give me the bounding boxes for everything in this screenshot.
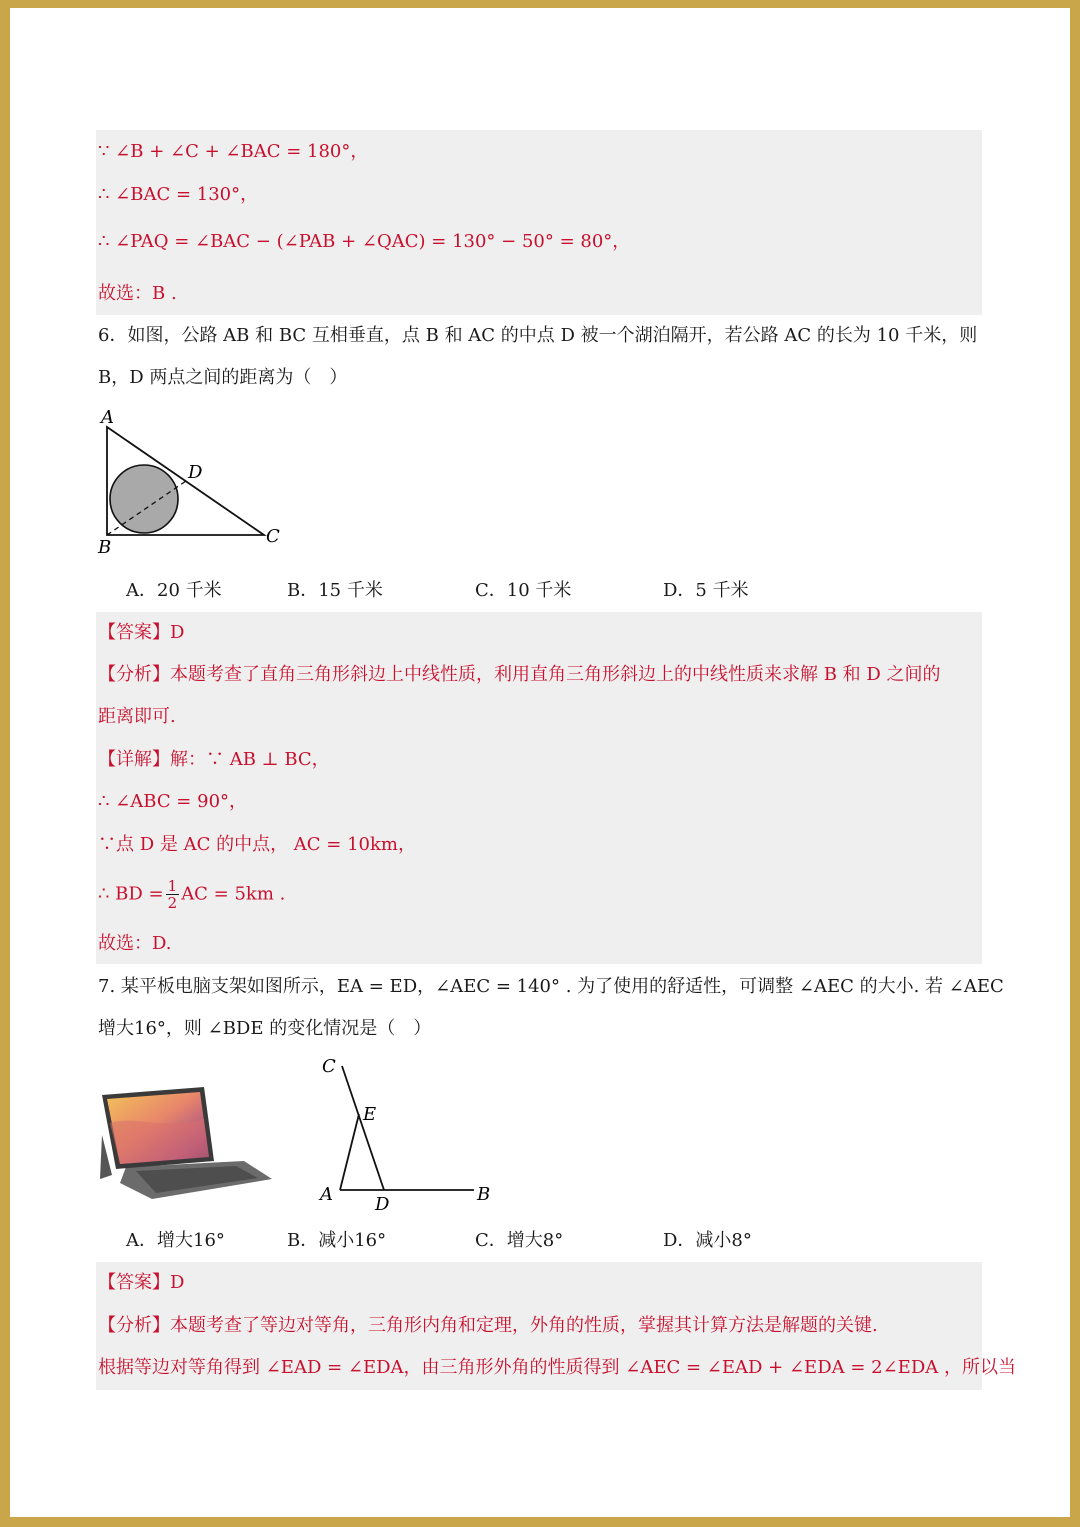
q7-option-a: A．增大16° [126, 1230, 225, 1251]
q6-choice: 故选：D. [98, 933, 172, 954]
tablet-screen-wave [110, 1119, 209, 1164]
q6-option-b: B．15 千米 [287, 580, 383, 601]
q6-detail-2: ∴ ∠ABC = 90°， [98, 791, 248, 812]
q6-label-b: B [98, 537, 112, 558]
q6-detail-3: ∵点 D 是 AC 的中点， AC = 10km， [98, 834, 416, 855]
q7-text-1: 7. 某平板电脑支架如图所示，EA = ED，∠AEC = 140° . 为了使用的舒适性，可调整 ∠AEC 的大小. 若 ∠AEC [98, 976, 1004, 997]
q6-label-a: A [101, 407, 114, 428]
q6-text-2: B，D 两点之间的距离为（ ） [98, 367, 348, 388]
q7-label-b: B [477, 1184, 491, 1205]
q7-figure [312, 1050, 502, 1220]
prev-line-2: ∴ ∠BAC = 130°， [98, 184, 259, 205]
q6-detail-4 [98, 878, 285, 911]
q6-answer: 【答案】D [98, 622, 185, 643]
q6-lake-circle [110, 465, 178, 533]
fraction-denominator: 2 [167, 894, 178, 912]
q6-analysis-1: 【分析】本题考查了直角三角形斜边上中线性质，利用直角三角形斜边上的中线性质来求解 B 和 D 之间的 [98, 664, 941, 685]
q7-option-b: B．减小16° [287, 1230, 387, 1251]
q7-analysis-1: 【分析】本题考查了等边对等角，三角形内角和定理，外角的性质，掌握其计算方法是解题的关键. [98, 1315, 878, 1336]
q7-label-e: E [363, 1104, 377, 1125]
q7-analysis-2: 根据等边对等角得到 ∠EAD = ∠EDA，由三角形外角的性质得到 ∠AEC = ∠EAD + ∠EDA = 2∠EDA ，所以当 [98, 1357, 1016, 1378]
q7-label-d: D [375, 1194, 390, 1215]
q6-figure [92, 405, 292, 560]
fraction-one-half [166, 878, 180, 911]
q6-label-c: C [266, 526, 280, 547]
q7-label-c: C [322, 1056, 336, 1077]
prev-line-3: ∴ ∠PAQ = ∠BAC − (∠PAB + ∠QAC) = 130° − 50° = 80°， [98, 231, 631, 252]
q7-text-2: 增大16°，则 ∠BDE 的变化情况是（ ） [98, 1018, 432, 1039]
fraction-numerator: 1 [167, 877, 178, 895]
q7-answer: 【答案】D [98, 1272, 185, 1293]
q6-option-c: C．10 千米 [475, 580, 572, 601]
prev-line-1: ∵ ∠B + ∠C + ∠BAC = 180°， [98, 141, 369, 162]
q6-detail-1: 【详解】解：∵ AB ⊥ BC， [98, 749, 330, 770]
tablet-stand-back [100, 1135, 112, 1179]
prev-choice: 故选：B . [98, 283, 177, 304]
q7-option-d: D．减小8° [663, 1230, 752, 1251]
q7-option-c: C．增大8° [475, 1230, 564, 1251]
q7-label-a: A [320, 1184, 333, 1205]
tablet-stand-photo [96, 1075, 276, 1205]
q6-detail-4-suffix: AC = 5km . [181, 883, 286, 905]
q6-detail-4-prefix: ∴ BD = [98, 883, 164, 905]
q7-line-ae [340, 1114, 359, 1190]
q6-text-1: 6．如图，公路 AB 和 BC 互相垂直，点 B 和 AC 的中点 D 被一个湖泊隔开，若公路 AC 的长为 10 千米，则 [98, 325, 978, 346]
q6-option-a: A．20 千米 [126, 580, 222, 601]
q6-label-d: D [188, 462, 203, 483]
q6-option-d: D．5 千米 [663, 580, 749, 601]
q7-line-cd [342, 1066, 384, 1190]
q6-analysis-2: 距离即可. [98, 706, 176, 727]
